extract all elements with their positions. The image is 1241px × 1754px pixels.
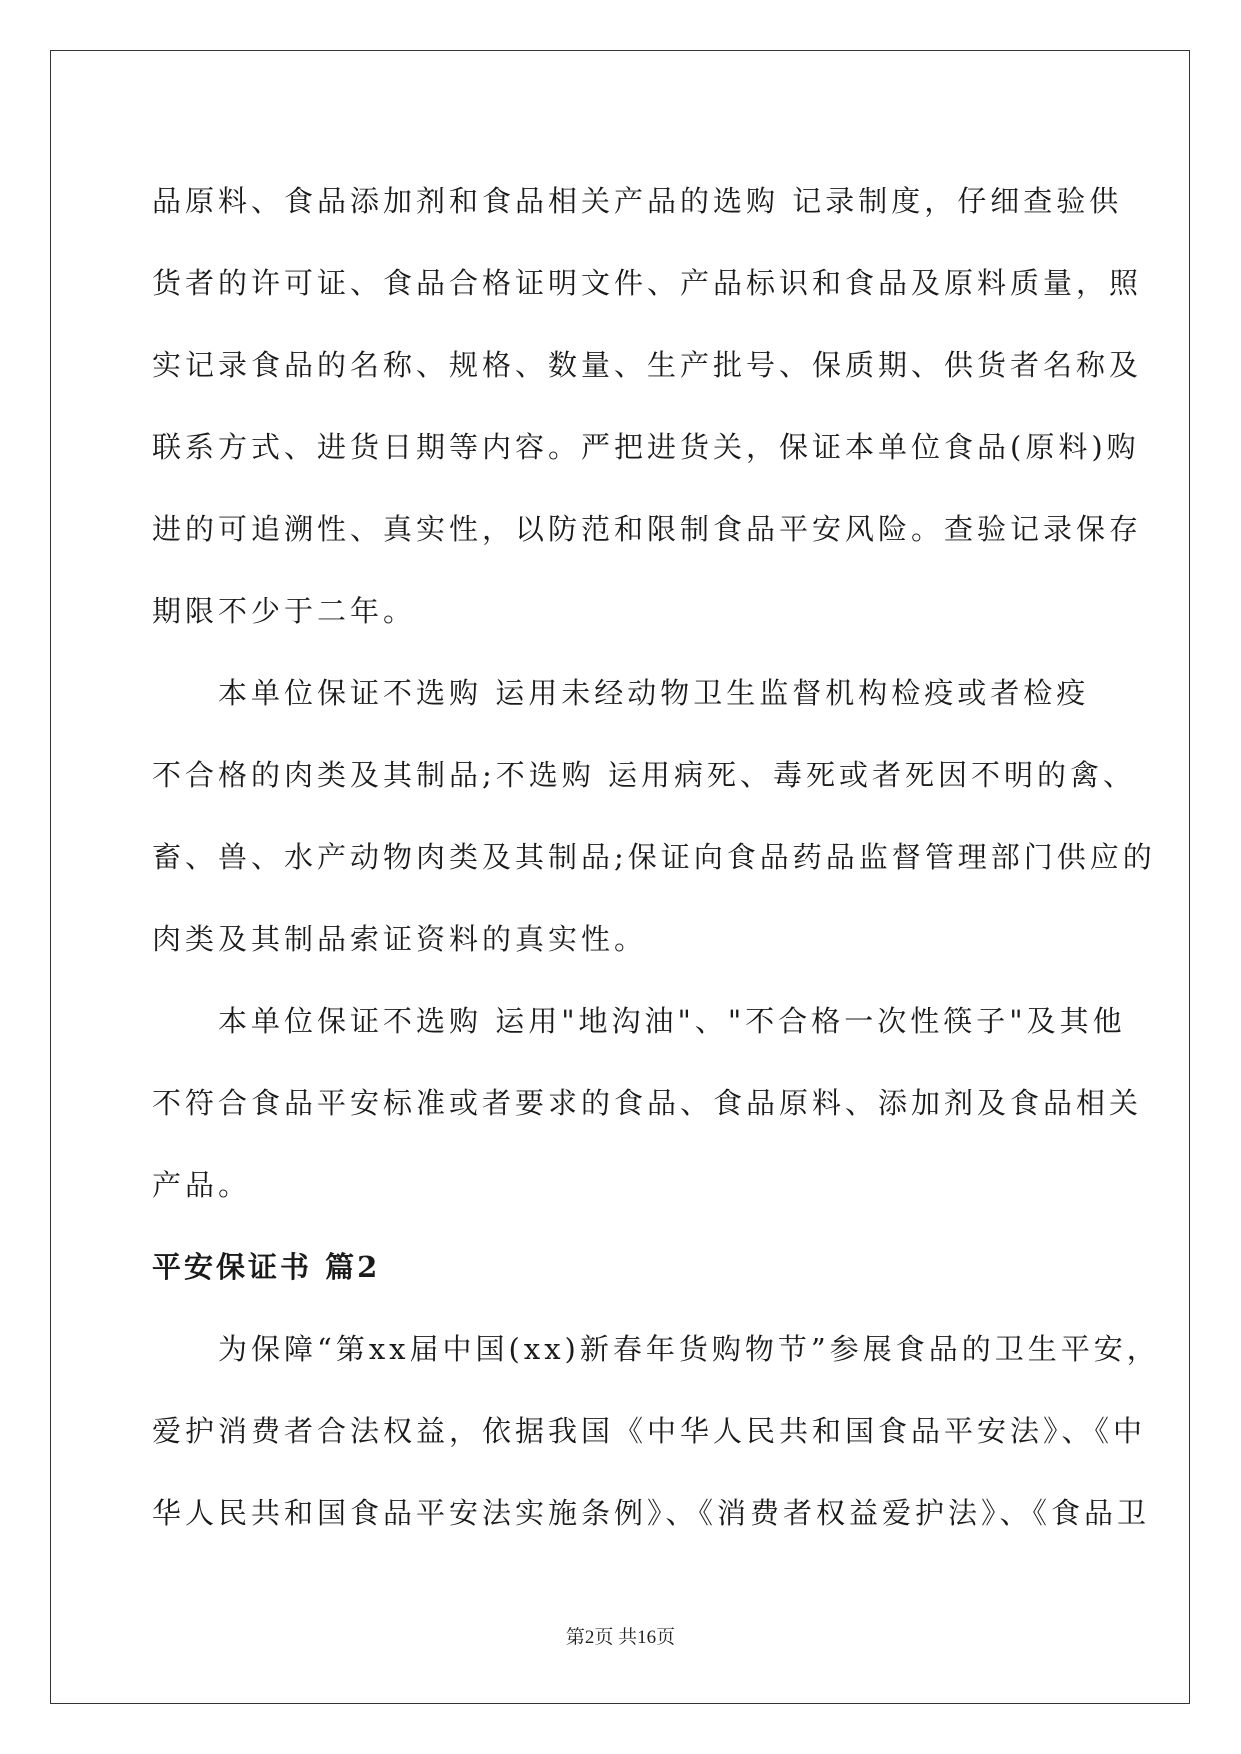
- section-heading: 平安保证书 篇2: [152, 1250, 381, 1284]
- paragraph-purchase-records: [152, 160, 1143, 652]
- text-line: 肉类及其制品索证资料的真实性。: [152, 922, 648, 956]
- text-line: 不符合食品平安标准或者要求的食品、食品原料、添加剂及食品相关: [152, 1086, 1143, 1120]
- text-line: 期限不少于二年。: [152, 594, 417, 628]
- text-line: 爱护消费者合法权益，依据我国《中华人民共和国食品平安法》、《中: [152, 1414, 1147, 1448]
- text-line: 不合格的肉类及其制品;不选购 运用病死、毒死或者死因不明的禽、: [152, 758, 1136, 792]
- document-body: [152, 160, 1160, 1554]
- text-line: 畜、兽、水产动物肉类及其制品;保证向食品药品监督管理部门供应的: [152, 840, 1156, 874]
- text-line: 品原料、食品添加剂和食品相关产品的选购 记录制度，仔细查验供: [152, 184, 1123, 218]
- text-line: 货者的许可证、食品合格证明文件、产品标识和食品及原料质量，照: [152, 266, 1143, 300]
- text-line: 华人民共和国食品平安法实施条例》、《消费者权益爱护法》、《食品卫: [152, 1496, 1151, 1530]
- page-number: 第2页 共16页: [565, 1627, 676, 1648]
- paragraph-gutter-oil: [152, 980, 1143, 1226]
- paragraph-section-intro: [152, 1308, 1160, 1554]
- text-line: 本单位保证不选购 运用未经动物卫生监督机构检疫或者检疫: [218, 676, 1090, 710]
- text-line: 产品。: [152, 1168, 252, 1202]
- text-line: 联系方式、进货日期等内容。严把进货关，保证本单位食品(原料)购: [152, 430, 1140, 464]
- text-line: 为保障“第xx届中国(xx)新春年货购物节”参展食品的卫生平安，: [218, 1332, 1160, 1366]
- paragraph-meat-products: [152, 652, 1156, 980]
- text-line: 本单位保证不选购 运用"地沟油"、"不合格一次性筷子"及其他: [218, 1004, 1126, 1038]
- text-line: 实记录食品的名称、规格、数量、生产批号、保质期、供货者名称及: [152, 348, 1143, 382]
- text-line: 进的可追溯性、真实性，以防范和限制食品平安风险。查验记录保存: [152, 512, 1143, 546]
